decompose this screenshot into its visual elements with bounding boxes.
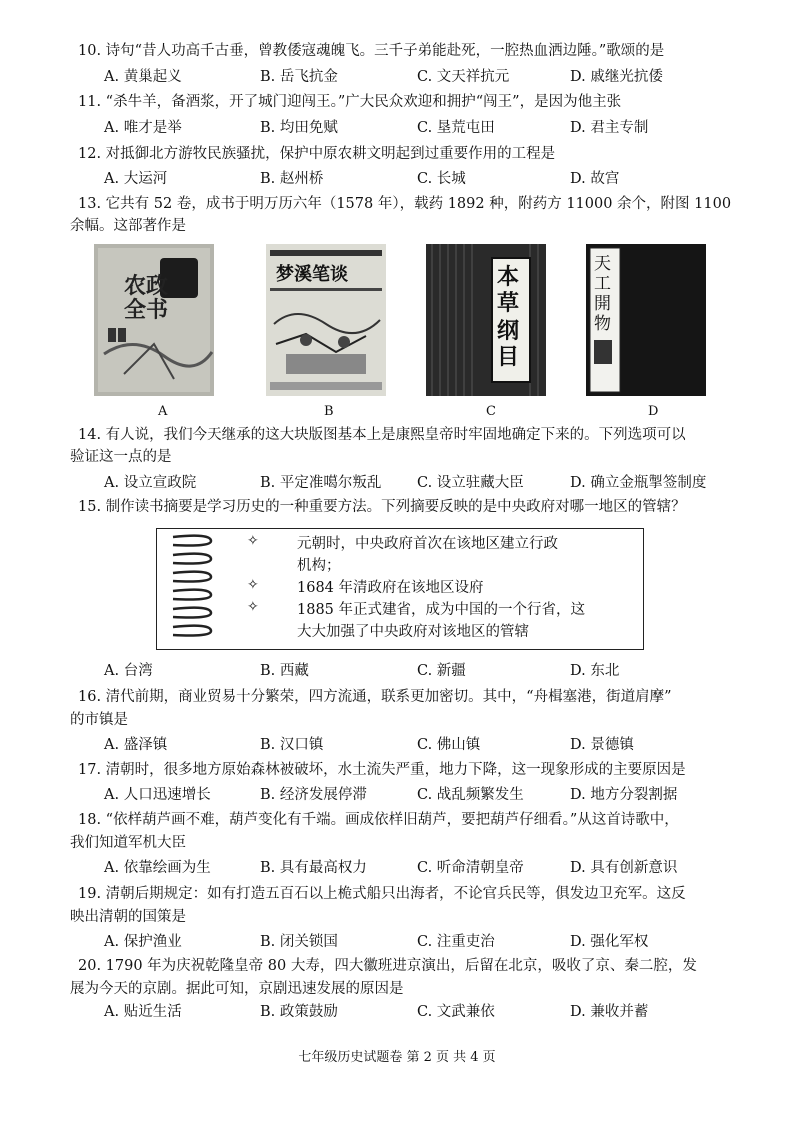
option-a: A. 依靠绘画为生 (104, 860, 211, 876)
option-d: D. 戚继光抗倭 (570, 69, 663, 85)
option-a: A. 黄巢起义 (104, 69, 182, 85)
notebook-spiral-icon (163, 529, 223, 647)
option-c: C. 新疆 (417, 663, 466, 679)
option-a: A. 设立宣政院 (104, 475, 197, 491)
question-16-stem-line2: 的市镇是 (70, 712, 128, 728)
question-14-stem-line2: 验证这一点的是 (70, 449, 172, 465)
question-13-stem-line1: 13. 它共有 52 卷，成书于明万历六年（1578 年），载药 1892 种，附药方 11000 余个，附图 1100 (78, 196, 732, 212)
option-d: D. 君主专制 (570, 120, 649, 136)
book-cover-b-title: 梦溪笔谈 (276, 264, 348, 285)
question-19-stem-line2: 映出清朝的国策是 (70, 909, 186, 925)
option-c: C. 战乱频繁发生 (417, 787, 524, 803)
option-a: A. 人口迅速增长 (104, 787, 211, 803)
image-label-c: C (486, 404, 496, 419)
question-13-stem-line2: 余幅。这部著作是 (70, 218, 186, 234)
option-c: C. 听命清朝皇帝 (417, 860, 524, 876)
option-d: D. 故宫 (570, 171, 620, 187)
note-line-5: 大大加强了中央政府对该地区的管辖 (297, 624, 529, 640)
question-15-options (104, 660, 744, 682)
book-cover-d (586, 244, 706, 396)
note-line-3: 1684 年清政府在该地区设府 (297, 580, 484, 596)
question-20-stem-line2: 展为今天的京剧。据此可知，京剧迅速发展的原因是 (70, 981, 404, 997)
note-line-4: 1885 年正式建省，成为中国的一个行省，这 (297, 602, 586, 618)
diamond-bullet-icon: ✧ (247, 533, 259, 549)
book-cover-b (266, 244, 386, 396)
question-16-stem-line1: 16. 清代前期，商业贸易十分繁荣，四方流通，联系更加密切。其中，“舟楫塞港，街道肩摩” (78, 689, 672, 705)
option-a: A. 盛泽镇 (104, 737, 168, 753)
book-cover-d-title: 天工開物 (594, 254, 611, 334)
book-cover-a-title: 农政全书 (124, 273, 169, 323)
option-a: A. 保护渔业 (104, 934, 182, 950)
question-11-stem: 11. “杀牛羊，备酒浆，开了城门迎闯王。”广大民众欢迎和拥护“闯王”，是因为他主张 (78, 94, 622, 110)
diamond-bullet-icon: ✧ (247, 599, 259, 615)
option-d: D. 具有创新意识 (570, 860, 678, 876)
book-cover-a (94, 244, 214, 396)
book-cover-c-title-2: 纲目 (497, 318, 520, 370)
question-19-options (104, 931, 744, 953)
option-c: C. 佛山镇 (417, 737, 481, 753)
option-c: C. 文武兼依 (417, 1004, 495, 1020)
question-20-stem-line1: 20. 1790 年为庆祝乾隆皇帝 80 大寿，四大徽班进京演出，后留在北京，吸收了京、秦二腔，发 (78, 958, 697, 974)
option-d: D. 确立金瓶掣签制度 (570, 475, 707, 491)
book-cover-c-title-1: 本草 (497, 264, 520, 316)
question-19-stem-line1: 19. 清朝后期规定：如有打造五百石以上桅式船只出海者，不论官兵民等，俱发边卫充军。这反 (78, 886, 686, 902)
image-label-b: B (324, 404, 334, 419)
option-b: B. 具有最高权力 (260, 860, 367, 876)
option-b: B. 岳飞抗金 (260, 69, 338, 85)
note-line-1: 元朝时，中央政府首次在该地区建立行政 (297, 536, 558, 552)
question-12-stem: 12. 对抵御北方游牧民族骚扰，保护中原农耕文明起到过重要作用的工程是 (78, 146, 556, 162)
image-label-a: A (158, 404, 168, 419)
question-18-stem-line1: 18. “依样葫芦画不难，葫芦变化有千端。画成依样旧葫芦，要把葫芦仔细看。”从这首诗歌中， (78, 812, 679, 828)
question-10-options (104, 66, 744, 88)
option-d: D. 强化军权 (570, 934, 649, 950)
page-footer: 七年级历史试题卷 第 2 页 共 4 页 (298, 1050, 496, 1065)
question-16-options (104, 734, 744, 756)
note-line-2: 机构； (297, 558, 341, 574)
option-b: B. 闭关锁国 (260, 934, 338, 950)
option-b: B. 均田免赋 (260, 120, 338, 136)
option-a: A. 唯才是举 (104, 120, 182, 136)
option-d: D. 地方分裂割据 (570, 787, 678, 803)
question-20-options (104, 1001, 744, 1023)
question-15-stem: 15. 制作读书摘要是学习历史的一种重要方法。下列摘要反映的是中央政府对哪一地区的管辖？ (78, 499, 686, 515)
option-d: D. 兼收并蓄 (570, 1004, 649, 1020)
question-17-stem: 17. 清朝时，很多地方原始森林被破坏，水土流失严重，地力下降，这一现象形成的主要原因是 (78, 762, 686, 778)
option-c: C. 设立驻藏大臣 (417, 475, 524, 491)
option-c: C. 注重吏治 (417, 934, 495, 950)
option-b: B. 西藏 (260, 663, 309, 679)
question-12-options (104, 168, 744, 190)
option-b: B. 经济发展停滞 (260, 787, 367, 803)
option-b: B. 平定准噶尔叛乱 (260, 475, 382, 491)
option-b: B. 汉口镇 (260, 737, 324, 753)
question-14-options (104, 472, 744, 494)
option-a: A. 贴近生活 (104, 1004, 182, 1020)
question-17-options (104, 784, 744, 806)
question-10-stem: 10. 诗句“昔人功高千古垂，曾教倭寇魂魄飞。三千子弟能赴死，一腔热血洒边陲。”歌颂的是 (78, 43, 665, 59)
question-18-stem-line2: 我们知道军机大臣 (70, 835, 186, 851)
book-cover-c (426, 244, 546, 396)
option-a: A. 台湾 (104, 663, 153, 679)
option-c: C. 垦荒屯田 (417, 120, 495, 136)
question-18-options (104, 857, 744, 879)
book-cover-c-image (426, 244, 546, 396)
question-14-stem-line1: 14. 有人说，我们今天继承的这大块版图基本上是康熙皇帝时牢固地确定下来的。下列选项可以 (78, 427, 686, 443)
option-b: B. 政策鼓励 (260, 1004, 338, 1020)
option-d: D. 景德镇 (570, 737, 634, 753)
image-label-d: D (648, 404, 659, 419)
question-11-options (104, 117, 744, 139)
option-c: C. 文天祥抗元 (417, 69, 510, 85)
option-a: A. 大运河 (104, 171, 168, 187)
reading-notes-box (156, 528, 644, 650)
diamond-bullet-icon: ✧ (247, 577, 259, 593)
option-c: C. 长城 (417, 171, 466, 187)
option-d: D. 东北 (570, 663, 620, 679)
option-b: B. 赵州桥 (260, 171, 324, 187)
